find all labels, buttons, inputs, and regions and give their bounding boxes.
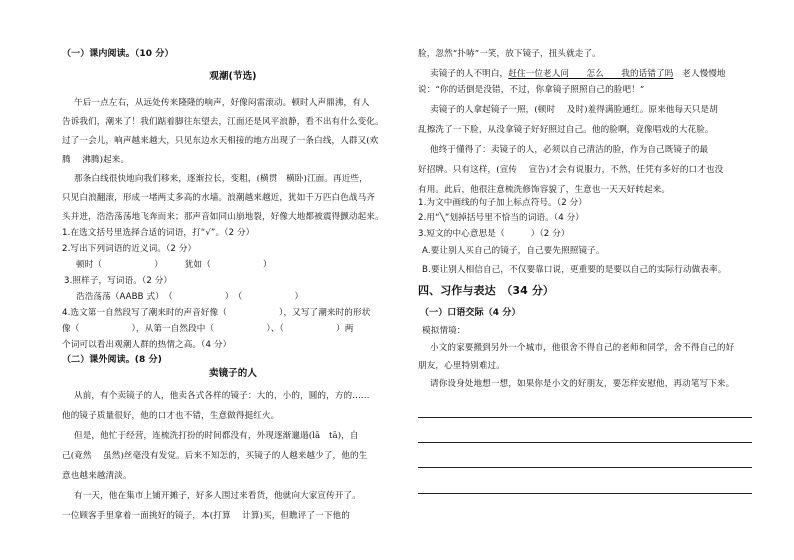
passage-1-title: 观潮(节选) — [209, 71, 257, 82]
line-text: 老人慢慢地 — [673, 69, 726, 79]
passage-2-line: 己(竟然 虽然)丝毫没有发觉。后来不知怎的，买镜子的人越来越少了，他的生 — [62, 451, 368, 461]
passage-2-line: 脸，忽然“扑哧”一笑，放下镜子，扭头就走了。 — [418, 49, 601, 59]
passage-2-line: 卖镜子的人拿起镜子一照，(顿时 及时)羞得满脸通红。原来他每天只是胡 — [430, 105, 718, 115]
section-4-header: 四、习作与表达 （34 分） — [418, 284, 555, 297]
passage-2-line: 意也越来越清淡。 — [62, 471, 132, 481]
writing-line[interactable] — [418, 417, 752, 418]
line-text: 卖镜子的人不明白， — [430, 69, 509, 79]
question-4-line: 像（ ），从第一自然段中（ ）、（ ）两 — [62, 324, 354, 334]
question-3-items: 浩浩荡荡（AABB 式） （ ） （ ） — [76, 292, 304, 302]
passage-2-line: 他的镜子质量很好，他的口才也不错，生意做得挺红火。 — [62, 411, 280, 421]
passage-2-line: 但是，他忙于经营，连梳洗打扮的时间都没有，外现逐渐邋遢(lā tā)，自 — [74, 431, 359, 441]
passage-2-underlined-line — [430, 68, 726, 80]
question-3: 3.短文的中心意思是（ ）（2 分） — [418, 229, 570, 239]
question-4-line: 个词可以看出观潮人群的热情之高。（4 分） — [62, 340, 232, 350]
passage-2-line: 乱擦洗了一下脸，从没拿镜子好好照过自己。他的脸啊，竟像唱戏的大花脸。 — [418, 125, 714, 135]
passage-1-line: 告诉我们，潮来了！我们踮着脚往东望去，江面还是风平浪静，看不出有什么变化。 — [62, 117, 384, 127]
passage-2-line: 说：“你的话倒是没错，不过，你拿镜子照照自己的脸吧！” — [418, 85, 645, 95]
passage-2-line: 他终于懂得了：卖镜子的人，必须以自己清洁的脸，作为自己既镜子的最 — [430, 145, 709, 155]
passage-2-line: 有一天，他在集市上铺开摊子，好多人围过来看货，他就向大家宣传开了。 — [74, 491, 361, 501]
writing-line[interactable] — [418, 493, 752, 494]
question-2: 2.用“╲”划掉括号里不恰当的词语。（4 分） — [418, 213, 584, 223]
passage-1-line: 那条白线很快地向我们移来，逐渐拉长，变粗，(横贯 横卧)江面。再近些， — [74, 174, 368, 184]
situation-text: 小文的家要搬到另外一个城市，他很舍不得自己的老师和同学，舍不得自己的好 — [430, 343, 735, 353]
question-1: 1.为文中画线的句子加上标点符号。（2 分） — [418, 198, 587, 208]
section-1-header: （一）课内阅读。（10 分） — [62, 49, 174, 59]
situation-text: 朋友，心里特别难过。 — [418, 361, 505, 371]
passage-1-line: 午后一点左右，从远处传来隆隆的响声，好像闷雷滚动。顿时人声鼎沸，有人 — [74, 98, 370, 108]
question-4-line: 4.选文第一自然段写了潮来时的声音好像（ ），又写了潮来时的形状 — [62, 308, 371, 318]
question-2: 2.写出下列词语的近义词。（2 分） — [62, 244, 197, 254]
subsection-header: （一）口语交际（4 分） — [420, 308, 521, 318]
option-a: A.要让别人买自己的镜子，自己要先照照镜子。 — [422, 246, 605, 256]
passage-2-line: 好招牌。只有这样，(宣传 宣告)才会有说服力，不然，任凭有多好的口才也没 — [418, 165, 724, 175]
underlined-sentence: 赶住一位老人问 怎么 我的话错了吗 — [508, 69, 674, 79]
passage-2-line: 有用。此后，他很注意梳洗修饰容貌了，生意也一天天好转起来。 — [418, 185, 671, 195]
passage-2-line: 从前，有个卖镜子的人，他卖各式各样的镜子：大的，小的，圆的，方的…… — [74, 391, 370, 401]
writing-line[interactable] — [418, 442, 752, 443]
passage-1-line: 只见白浪翻滚，形成一堵两丈多高的水墙。浪潮越来越近，犹如千万匹白色战马齐 — [62, 193, 375, 203]
passage-2-title: 卖镜子的人 — [208, 368, 257, 379]
section-2-header: （二）课外阅读。(8 分) — [62, 355, 162, 365]
situation-label: 模拟情境： — [422, 326, 466, 336]
question-1: 1.在选文括号里选择合适的词语，打“√”。（2 分） — [62, 228, 255, 238]
option-b: B.要让别人相信自己，不仅要靠口说，更重要的是要以自己的实际行动做表率。 — [422, 265, 727, 275]
passage-1-line: 过了一会儿，响声越来越大，只见东边水天相接的地方出现了一条白线，人群又(欢 — [62, 136, 379, 146]
passage-1-line: 腾 沸腾)起来。 — [62, 155, 130, 165]
question-2-items: 顿时（ ） 犹如（ ） — [76, 260, 272, 270]
question-3: 3.照样子，写词语。（2 分） — [64, 276, 173, 286]
passage-1-line: 头并进，浩浩荡荡地飞奔而来；那声音如同山崩地裂，好像大地都被震得颤动起来。 — [62, 212, 384, 222]
situation-text: 请你设身处地想一想，如果你是小文的好朋友，要怎样安慰他，再动笔写下来。 — [430, 379, 735, 389]
passage-2-line: 一位顾客手里拿着一面挑好的镜子，本(打算 计算)买，但瞧评了一下他的 — [62, 511, 350, 521]
writing-line[interactable] — [418, 467, 752, 468]
